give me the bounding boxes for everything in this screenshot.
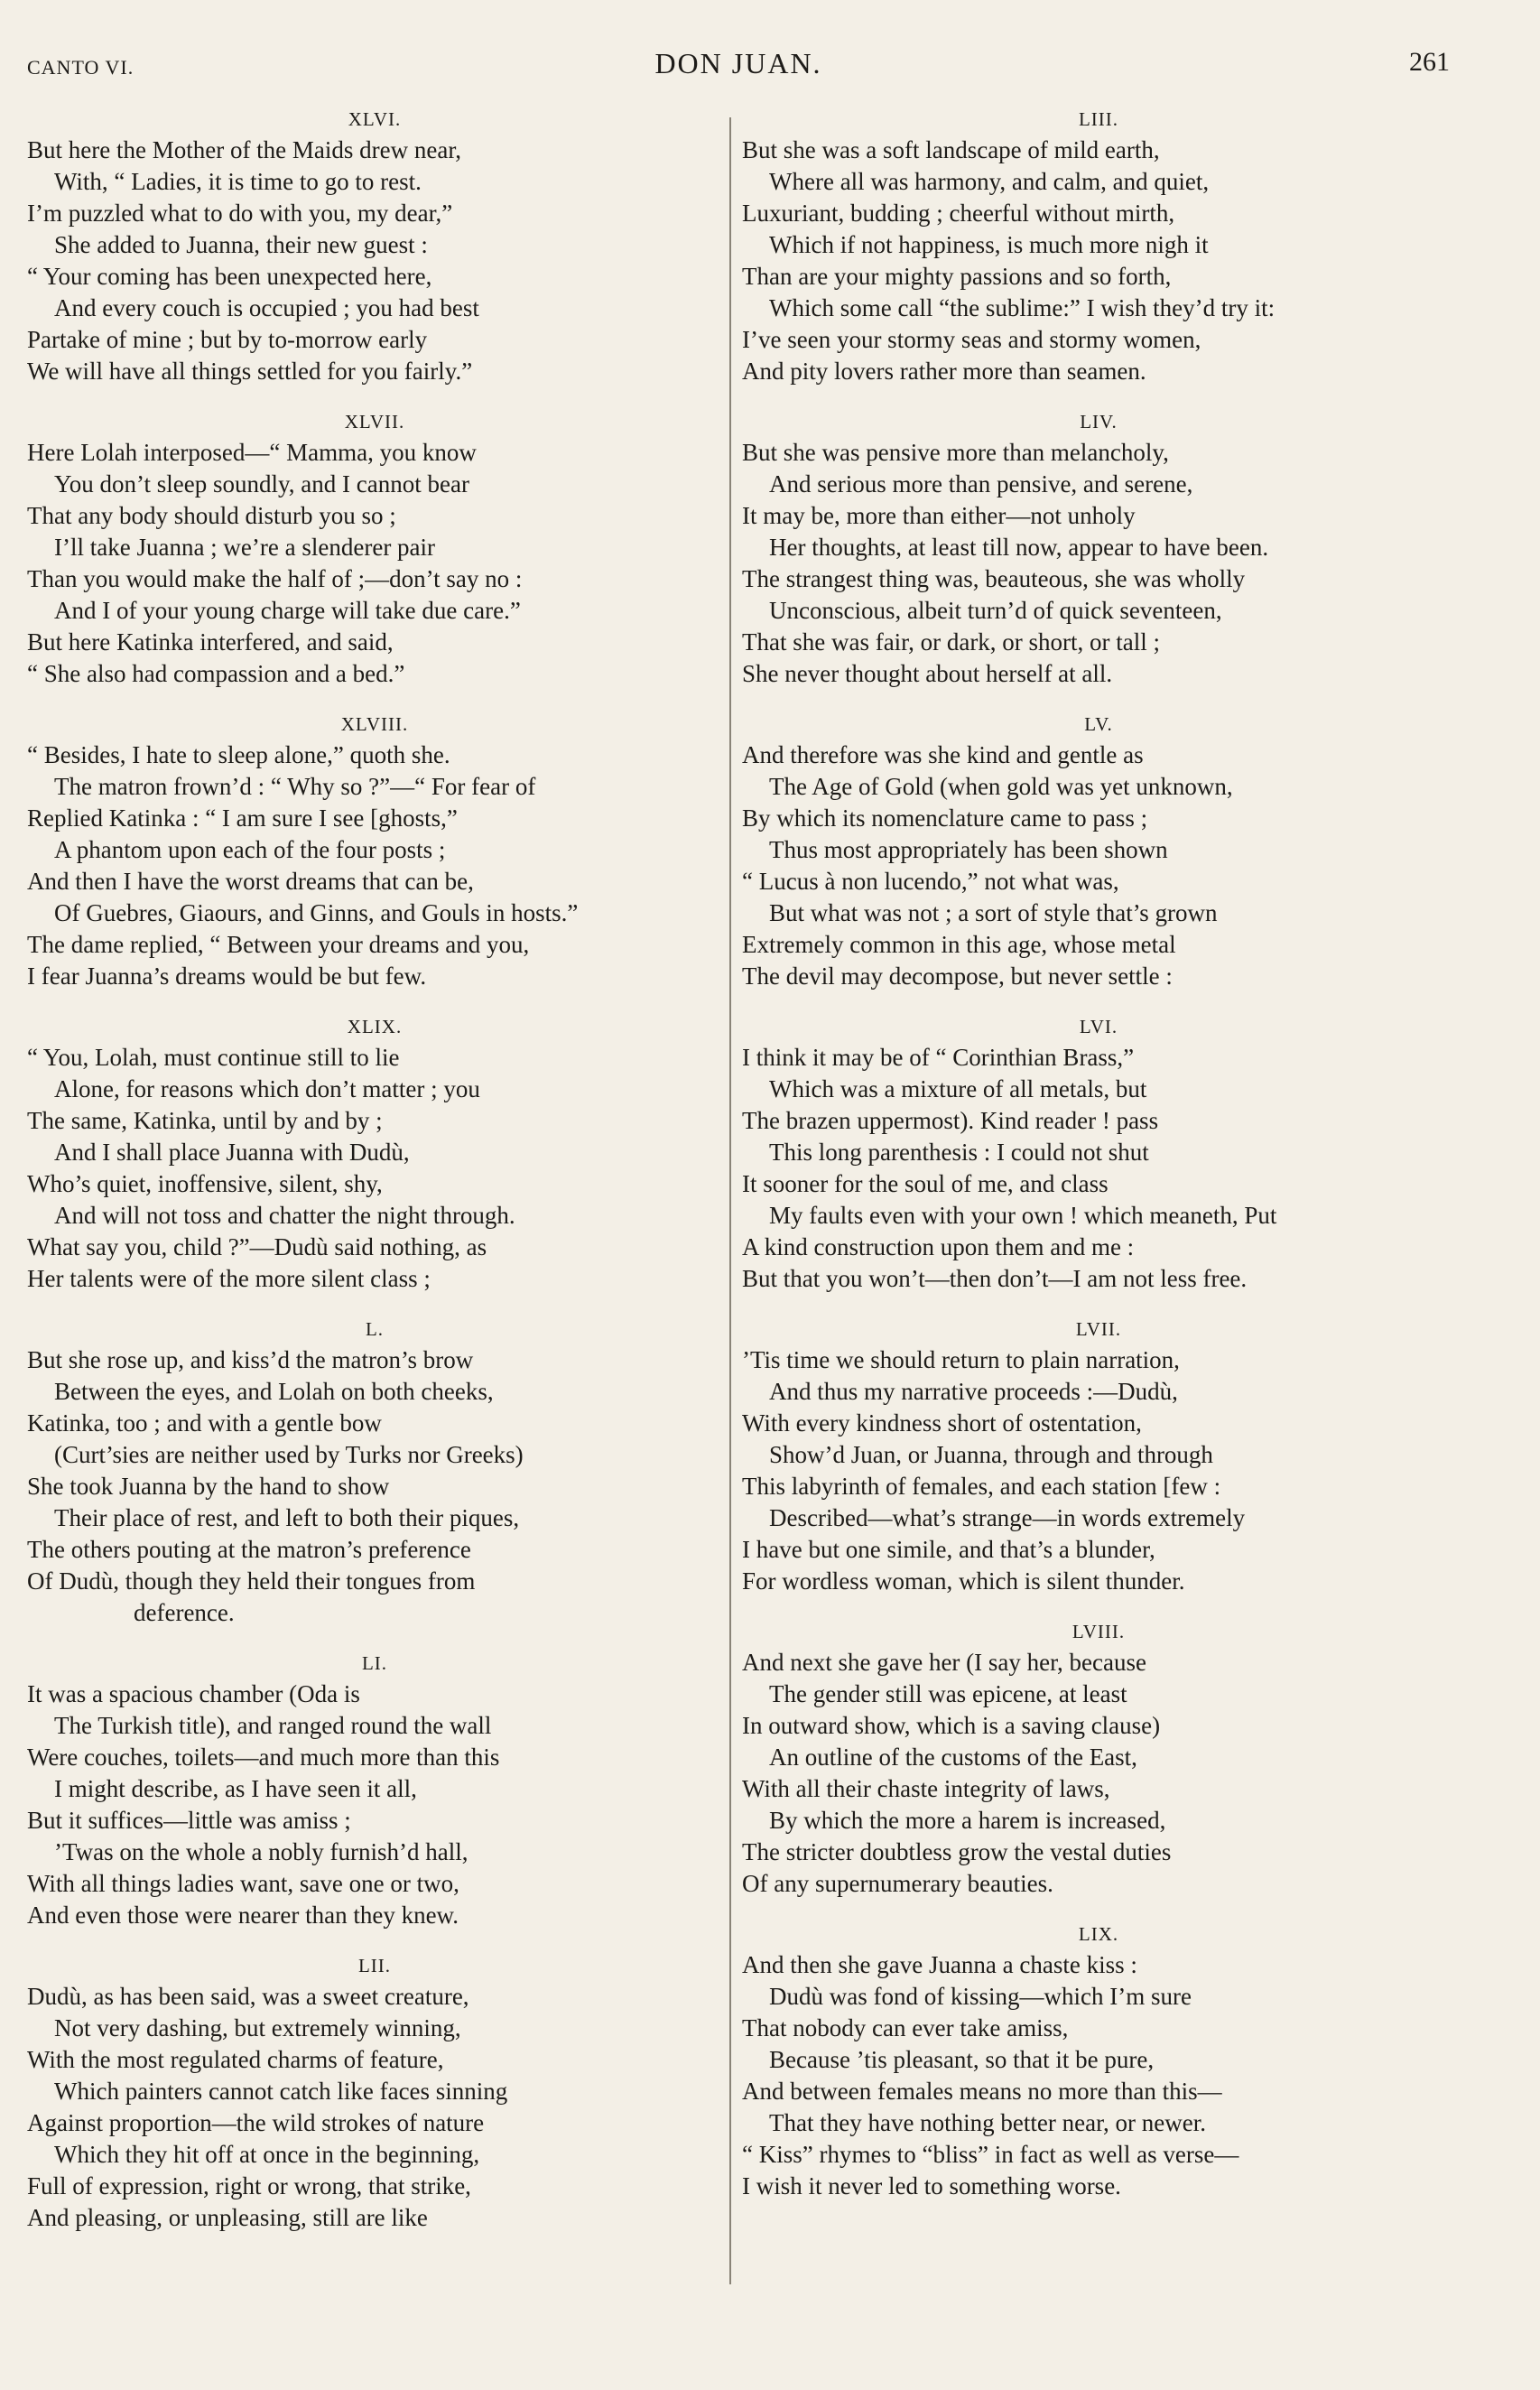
verse-line: Which if not happiness, is much more nigh it — [769, 231, 1209, 258]
verse-line: With all their chaste integrity of laws, — [742, 1775, 1110, 1802]
verse-line: I wish it never led to something worse. — [742, 2172, 1121, 2199]
verse-line: Because ’tis pleasant, so that it be pure, — [769, 2046, 1155, 2073]
verse-line: Replied Katinka : “ I am sure I see [ghosts,” — [27, 804, 458, 832]
verse-line: Katinka, too ; and with a gentle bow — [27, 1409, 382, 1437]
verse-line: Unconscious, albeit turn’d of quick seventeen, — [769, 597, 1222, 624]
verse-line: That any body should disturb you so ; — [27, 502, 396, 529]
verse-line: Of Guebres, Giaours, and Ginns, and Gouls in hosts.” — [54, 899, 579, 926]
stanza-number: XLVIII. — [340, 713, 409, 735]
verse-line: A phantom upon each of the four posts ; — [54, 836, 446, 863]
verse-line: She added to Juanna, their new guest : — [54, 231, 428, 258]
verse-line: But what was not ; a sort of style that’s grown — [769, 899, 1218, 926]
verse-line: “ Lucus à non lucendo,” not what was, — [742, 868, 1119, 895]
stanza — [27, 1955, 722, 2234]
verse-line: And therefore was she kind and gentle as — [742, 741, 1144, 768]
canto-label: CANTO VI. — [27, 56, 135, 79]
verse-line: I might describe, as I have seen it all, — [54, 1775, 417, 1802]
verse-line: She took Juanna by the hand to show — [27, 1473, 390, 1500]
stanza — [742, 411, 1455, 690]
verse-line: Full of expression, right or wrong, that strike, — [27, 2172, 471, 2199]
verse-line: The gender still was epicene, at least — [769, 1680, 1127, 1707]
verse-line: By which the more a harem is increased, — [769, 1807, 1166, 1834]
verse-line: And serious more than pensive, and serene, — [769, 470, 1193, 498]
verse-line: But it suffices—little was amiss ; — [27, 1807, 351, 1834]
verse-line: “ You, Lolah, must continue still to lie — [27, 1044, 400, 1071]
left-column — [27, 108, 722, 2257]
verse-line: Of Dudù, though they held their tongues from — [27, 1567, 476, 1595]
verse-line: Not very dashing, but extremely winning, — [54, 2014, 461, 2041]
verse-line: Which they hit off at once in the beginning, — [54, 2141, 480, 2168]
verse-line: The Age of Gold (when gold was yet unknown, — [769, 773, 1233, 800]
verse-line: She never thought about herself at all. — [742, 660, 1113, 687]
verse-line: Than are your mighty passions and so forth, — [742, 263, 1172, 290]
verse-line: By which its nomenclature came to pass ; — [742, 804, 1148, 832]
verse-line: A kind construction upon them and me : — [742, 1233, 1135, 1260]
verse-line: And pleasing, or unpleasing, still are like — [27, 2204, 428, 2231]
verse-line: And I shall place Juanna with Dudù, — [54, 1139, 410, 1166]
stanza — [27, 411, 722, 690]
verse-line: With, “ Ladies, it is time to go to rest. — [54, 168, 422, 195]
verse-line: Alone, for reasons which don’t matter ; you — [54, 1075, 480, 1102]
stanza — [742, 1621, 1455, 1900]
verse-line: Were couches, toilets—and much more than this — [27, 1744, 500, 1771]
verse-line: Her thoughts, at least till now, appear to have been. — [769, 534, 1269, 561]
verse-line: And thus my narrative proceeds :—Dudù, — [769, 1378, 1178, 1405]
verse-line: “ She also had compassion and a bed.” — [27, 660, 405, 687]
stanza — [742, 108, 1455, 387]
verse-line: The others pouting at the matron’s preference — [27, 1536, 471, 1563]
verse-line: The Turkish title), and ranged round the wall — [54, 1712, 492, 1739]
stanza-number: LVI. — [1079, 1016, 1118, 1037]
verse-line: (Curt’sies are neither used by Turks nor Greeks) — [54, 1441, 524, 1468]
stanza-number: LV. — [1084, 713, 1113, 735]
verse-line: Their place of rest, and left to both their piques, — [54, 1504, 520, 1531]
verse-line: Which some call “the sublime:” I wish they’d try it: — [769, 294, 1276, 321]
verse-line: I’ll take Juanna ; we’re a slenderer pair — [54, 534, 436, 561]
verse-line: That she was fair, or dark, or short, or tall ; — [742, 628, 1161, 656]
stanza-number: LIII. — [1078, 108, 1119, 130]
verse-line: “ Your coming has been unexpected here, — [27, 263, 432, 290]
stanza-number: L. — [365, 1318, 385, 1340]
stanza-number: XLVII. — [344, 411, 405, 432]
verse-line: And then she gave Juanna a chaste kiss : — [742, 1951, 1137, 1978]
verse-line: It sooner for the soul of me, and class — [742, 1170, 1109, 1197]
verse-line: “ Besides, I hate to sleep alone,” quoth she. — [27, 741, 450, 768]
verse-line: The devil may decompose, but never settle : — [742, 963, 1173, 990]
verse-line: Where all was harmony, and calm, and quiet, — [769, 168, 1210, 195]
verse-line: What say you, child ?”—Dudù said nothing, as — [27, 1233, 487, 1260]
verse-line: The same, Katinka, until by and by ; — [27, 1107, 383, 1134]
verse-line: For wordless woman, which is silent thunder. — [742, 1567, 1185, 1595]
stanza-number: LVIII. — [1072, 1621, 1126, 1642]
verse-line: An outline of the customs of the East, — [769, 1744, 1137, 1771]
verse-line: Which painters cannot catch like faces sinning — [54, 2078, 508, 2105]
verse-line: My faults even with your own ! which meaneth, Put — [769, 1202, 1277, 1229]
stanza — [742, 1923, 1455, 2202]
verse-line: You don’t sleep soundly, and I cannot bear — [54, 470, 469, 498]
verse-line: I have but one simile, and that’s a blunder, — [742, 1536, 1155, 1563]
verse-line: It was a spacious chamber (Oda is — [27, 1680, 360, 1707]
verse-line: It may be, more than either—not unholy — [742, 502, 1136, 529]
verse-line: Here Lolah interposed—“ Mamma, you know — [27, 439, 477, 466]
stanza-number: LIV. — [1080, 411, 1118, 432]
verse-line: The dame replied, “ Between your dreams and you, — [27, 931, 530, 958]
verse-line: Show’d Juan, or Juanna, through and through — [769, 1441, 1213, 1468]
verse-line: That nobody can ever take amiss, — [742, 2014, 1069, 2041]
verse-line: But that you won’t—then don’t—I am not less free. — [742, 1265, 1248, 1292]
running-head — [27, 47, 1450, 83]
verse-line: But here the Mother of the Maids drew near, — [27, 136, 462, 163]
verse-line: And pity lovers rather more than seamen. — [742, 358, 1146, 385]
verse-line: I think it may be of “ Corinthian Brass,” — [742, 1044, 1135, 1071]
stanza — [742, 713, 1455, 992]
column-divider — [729, 117, 731, 2284]
verse-line: That they have nothing better near, or newer. — [769, 2109, 1206, 2136]
verse-line: And even those were nearer than they knew. — [27, 1902, 459, 1929]
verse-line: Extremely common in this age, whose metal — [742, 931, 1176, 958]
verse-line: The strangest thing was, beauteous, she was wholly — [742, 565, 1246, 592]
verse-line: ’Twas on the whole a nobly furnish’d hall, — [54, 1838, 468, 1865]
verse-line: Dudù was fond of kissing—which I’m sure — [769, 1983, 1192, 2010]
verse-line: But here Katinka interfered, and said, — [27, 628, 394, 656]
stanza — [742, 1016, 1455, 1295]
verse-line: Luxuriant, budding ; cheerful without mirth, — [742, 200, 1175, 227]
verse-line: This labyrinth of females, and each station [few : — [742, 1473, 1221, 1500]
stanza-number: XLIX. — [347, 1016, 403, 1037]
verse-line: And will not toss and chatter the night through. — [54, 1202, 515, 1229]
verse-line: Which was a mixture of all metals, but — [769, 1075, 1147, 1102]
verse-line: Of any supernumerary beauties. — [742, 1870, 1053, 1897]
verse-line: deference. — [134, 1599, 235, 1626]
verse-line: And I of your young charge will take due care.” — [54, 597, 521, 624]
stanza — [27, 713, 722, 992]
stanza — [27, 1318, 722, 1629]
verse-line: But she was pensive more than melancholy, — [742, 439, 1169, 466]
verse-line: And between females means no more than this— — [742, 2078, 1222, 2105]
verse-line: With every kindness short of ostentation, — [742, 1409, 1142, 1437]
verse-line: Than you would make the half of ;—don’t say no : — [27, 565, 523, 592]
verse-line: “ Kiss” rhymes to “bliss” in fact as well as verse— — [742, 2141, 1239, 2168]
stanza — [27, 1652, 722, 1931]
verse-line: I’m puzzled what to do with you, my dear,” — [27, 200, 453, 227]
stanza-number: LVII. — [1075, 1318, 1122, 1340]
stanza — [27, 108, 722, 387]
verse-line: But she rose up, and kiss’d the matron’s brow — [27, 1346, 474, 1373]
verse-line: The brazen uppermost). Kind reader ! pass — [742, 1107, 1159, 1134]
page-number: 261 — [1409, 47, 1450, 77]
verse-line: Described—what’s strange—in words extremely — [769, 1504, 1246, 1531]
stanza — [742, 1318, 1455, 1597]
verse-line: This long parenthesis : I could not shut — [769, 1139, 1149, 1166]
verse-line: Against proportion—the wild strokes of nature — [27, 2109, 485, 2136]
verse-line: And every couch is occupied ; you had best — [54, 294, 479, 321]
verse-line: We will have all things settled for you fairly.” — [27, 358, 473, 385]
verse-line: With the most regulated charms of feature, — [27, 2046, 444, 2073]
verse-line: And then I have the worst dreams that can be, — [27, 868, 474, 895]
verse-line: With all things ladies want, save one or two, — [27, 1870, 459, 1897]
verse-line: Thus most appropriately has been shown — [769, 836, 1168, 863]
stanza-number: XLVI. — [348, 108, 402, 130]
verse-line: ’Tis time we should return to plain narration, — [742, 1346, 1180, 1373]
book-title: DON JUAN. — [654, 47, 822, 79]
verse-line: Between the eyes, and Lolah on both cheeks, — [54, 1378, 494, 1405]
verse-line: In outward show, which is a saving clause) — [742, 1712, 1161, 1739]
right-column — [742, 108, 1455, 2226]
verse-line: I fear Juanna’s dreams would be but few. — [27, 963, 427, 990]
stanza — [27, 1016, 722, 1295]
verse-line: Partake of mine ; but by to-morrow early — [27, 326, 428, 353]
stanza-number: LIX. — [1078, 1923, 1119, 1945]
stanza-number: LII. — [357, 1955, 392, 1976]
verse-line: The stricter doubtless grow the vestal duties — [742, 1838, 1172, 1865]
verse-line: I’ve seen your stormy seas and stormy women, — [742, 326, 1201, 353]
stanza-number: LI. — [361, 1652, 388, 1674]
verse-line: Her talents were of the more silent class ; — [27, 1265, 431, 1292]
verse-line: Who’s quiet, inoffensive, silent, shy, — [27, 1170, 383, 1197]
verse-line: Dudù, as has been said, was a sweet creature, — [27, 1983, 469, 2010]
verse-line: But she was a soft landscape of mild earth, — [742, 136, 1160, 163]
verse-line: The matron frown’d : “ Why so ?”—“ For fear of — [54, 773, 536, 800]
verse-line: And next she gave her (I say her, because — [742, 1649, 1146, 1676]
